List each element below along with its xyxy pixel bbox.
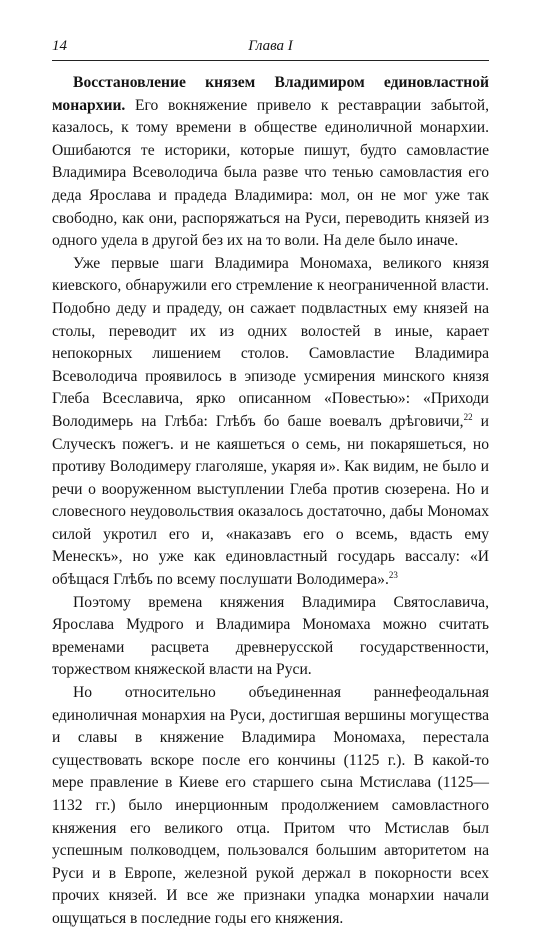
paragraph-text: Поэтому времена княжения Владимира Святославича, Ярослава Мудрого и Владимира Мономаха можно считать временами расцвета древнерусской государственности, торжеством княжеской власти на Руси. — [52, 593, 489, 679]
header-divider — [52, 60, 489, 61]
paragraph-3 — [52, 592, 489, 682]
paragraph-text: Уже первые шаги Владимира Мономаха, великого князя киевского, обнаружили его стремление к неограниченной власти. Подобно деду и прадеду, он сажает подвластных ему князей на столы, переводит их из одних волостей в иные, карает непокорных лишением столов. Самовластие Владимира Всеволодича проявилось в эпизоде усмирения минского князя Глеба Всеславича, ярко описанном «Повестью»: «Приходи Володимерь на Глѣба: Глѣбъ бо баше воевалъ дрѣговичи, — [52, 254, 489, 430]
page-number: 14 — [52, 38, 67, 54]
footnote-ref-23[interactable]: 23 — [388, 570, 398, 581]
paragraph-text: и Случескъ пожегъ. и не каяшеться о семь, ни покаряшеться, но противу Володимеру глаголяше, укаряя и». Как видим, не было и речи о вооруженном выступлении Глеба против сюзерена. Но и словесного неудовольствия оказалось достаточно, дабы Мономах силой укротил его и, «наказавъ его о всемь, вдасть ему Менескъ», но уже как единовластный государь вассалу: «И обѣщася Глѣбъ по всему послушати Володимера». — [52, 412, 490, 589]
footnote-ref-22[interactable]: 22 — [463, 411, 473, 422]
paragraph-2 — [52, 253, 489, 592]
section-lead-heading: Восстановление князем Владимиром единовластной монархии. — [52, 74, 489, 114]
paragraph-4 — [52, 682, 489, 931]
body-text — [52, 72, 489, 931]
paragraph-1 — [52, 72, 489, 253]
page-header — [52, 38, 489, 58]
paragraph-text: Но относительно объединенная раннефеодальная единоличная монархия на Руси, достигшая вершины могущества и славы в княжение Владимира Мономаха, перестала существовать вскоре после его кончины (1125 г.). В какой-то мере правление в Киеве его старшего сына Мстислава (1125—1132 гг.) было инерционным продолжением самовластного княжения его великого отца. Притом что Мстислав был успешным полководцем, пользовался большим авторитетом на Руси и в Европе, железной рукой держал в покорности всех прочих князей. И все же признаки упадка монархии начали ощущаться в последние годы его княжения. — [52, 684, 489, 927]
running-head: Глава I — [248, 38, 293, 54]
paragraph-text: Его вокняжение привело к реставрации забытой, казалось, к тому времени в обществе единоличной монархии. Ошибаются те историки, которые пишут, будто самовластие Владимира Всеволодича была разве что тенью самовластия его деда Ярослава и прадеда Владимира: мол, он не мог уже так свободно, как они, распоряжаться на Руси, переводить князей из одного удела в другой без их на то воли. На деле было иначе. — [52, 96, 489, 250]
